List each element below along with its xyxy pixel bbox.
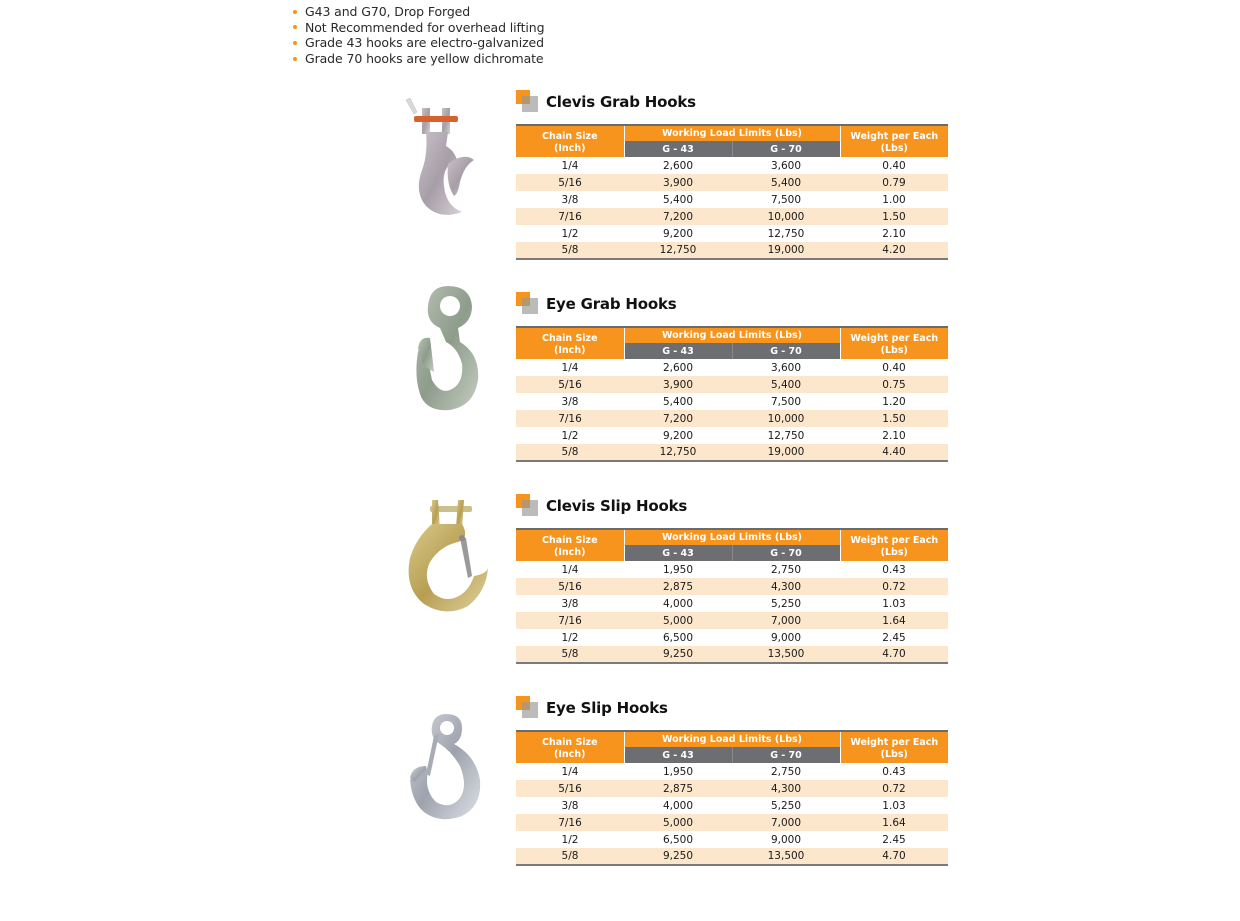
chain-size-cell: 3/8 [561,799,579,812]
chain-size-cell: 5/8 [516,444,624,461]
chain-size-cell: 3/8 [561,395,579,408]
g70-cell: 10,000 [732,410,840,427]
g43-cell: 12,750 [624,444,732,461]
feature-item [293,20,544,36]
g43-cell: 9,250 [624,646,732,663]
weight-cell: 1.64 [840,814,948,831]
chain-size-cell: 5/8 [516,848,624,865]
chain-size-cell: 3/8 [561,193,579,206]
g43-cell: 6,500 [662,631,694,644]
feature-item [293,51,544,67]
feature-text: Grade 70 hooks are yellow dichromate [305,50,544,66]
section-title-row [516,292,676,316]
table-row [516,393,948,410]
weight-cell: 0.75 [840,376,948,393]
table-row [516,797,948,814]
g70-cell: 19,000 [732,242,840,259]
weight-cell: 0.72 [840,578,948,595]
g70-cell: 7,500 [770,193,802,206]
header-g70: G - 70 [732,343,840,359]
g70-cell: 9,000 [770,833,802,846]
g43-cell: 2,600 [662,361,694,374]
g70-cell: 2,750 [770,563,802,576]
table-row [516,157,948,174]
weight-cell: 2.10 [882,227,906,240]
table-row [516,578,948,595]
chain-size-cell: 1/4 [561,361,579,374]
chain-size-cell: 5/16 [516,174,624,191]
g70-cell: 13,500 [732,848,840,865]
header-chain-size: Chain Size (Inch) [516,125,624,157]
g43-cell: 4,000 [662,597,694,610]
g43-cell: 4,000 [662,799,694,812]
g43-cell: 12,750 [624,242,732,259]
weight-cell: 0.79 [840,174,948,191]
header-chain-size: Chain Size (Inch) [516,327,624,359]
g70-cell: 4,300 [732,780,840,797]
weight-cell: 0.40 [882,159,906,172]
table-row [516,763,948,780]
chain-size-cell: 5/16 [516,376,624,393]
chain-size-cell: 5/8 [516,242,624,259]
section-square-icon [516,696,540,720]
weight-cell: 1.50 [840,208,948,225]
g70-cell: 4,300 [732,578,840,595]
header-g43: G - 43 [624,141,732,157]
table-row [516,612,948,629]
section-square-icon [516,90,540,114]
g70-cell: 3,600 [770,361,802,374]
g70-cell: 5,400 [732,376,840,393]
table-row [516,780,948,797]
g70-cell: 12,750 [767,227,805,240]
header-weight: Weight per Each (Lbs) [840,731,948,763]
chain-size-cell: 5/16 [516,578,624,595]
weight-cell: 4.40 [840,444,948,461]
g43-cell: 6,500 [662,833,694,846]
header-working-load: Working Load Limits (Lbs) [624,731,840,747]
chain-size-cell: 3/8 [561,597,579,610]
product-section-clevis-slip-hooks [0,492,1240,682]
g43-cell: 7,200 [624,208,732,225]
g70-cell: 10,000 [732,208,840,225]
g43-cell: 9,200 [662,227,694,240]
weight-cell: 1.03 [882,597,906,610]
table-row [516,376,948,393]
header-chain-size: Chain Size (Inch) [516,731,624,763]
chain-size-cell: 1/2 [561,833,579,846]
header-weight: Weight per Each (Lbs) [840,529,948,561]
product-section-clevis-grab-hooks [0,88,1240,278]
header-weight: Weight per Each (Lbs) [840,327,948,359]
weight-cell: 1.03 [882,799,906,812]
table-row [516,561,948,578]
header-g70: G - 70 [732,747,840,763]
weight-cell: 0.72 [840,780,948,797]
g70-cell: 7,000 [732,814,840,831]
weight-cell: 1.50 [840,410,948,427]
chain-size-cell: 1/4 [561,159,579,172]
table-row [516,427,948,444]
g70-cell: 5,250 [770,597,802,610]
g70-cell: 9,000 [770,631,802,644]
bullet-icon [293,57,297,61]
weight-cell: 1.20 [882,395,906,408]
bullet-icon [293,10,297,14]
weight-cell: 4.20 [840,242,948,259]
weight-cell: 1.00 [882,193,906,206]
chain-size-cell: 7/16 [516,410,624,427]
chain-size-cell: 5/8 [516,646,624,663]
weight-cell: 4.70 [840,646,948,663]
spec-table [516,528,948,664]
g43-cell: 2,875 [624,780,732,797]
chain-size-cell: 1/4 [561,563,579,576]
chain-size-cell: 1/4 [561,765,579,778]
weight-cell: 0.43 [882,765,906,778]
product-section-eye-grab-hooks [0,290,1240,480]
header-weight: Weight per Each (Lbs) [840,125,948,157]
table-row [516,814,948,831]
spec-table [516,326,948,462]
section-title: Clevis Grab Hooks [546,93,696,111]
table-row [516,848,948,865]
weight-cell: 4.70 [840,848,948,865]
g43-cell: 5,400 [662,193,694,206]
table-row [516,646,948,663]
section-title-row [516,90,696,114]
section-square-icon [516,494,540,518]
g70-cell: 19,000 [732,444,840,461]
eye-grab-hook-icon [400,284,490,414]
g43-cell: 2,875 [624,578,732,595]
section-title: Clevis Slip Hooks [546,497,688,515]
g43-cell: 5,000 [624,814,732,831]
section-title-row [516,696,668,720]
chain-size-cell: 1/2 [561,631,579,644]
g43-cell: 1,950 [662,765,694,778]
g43-cell: 5,400 [662,395,694,408]
clevis-grab-hook-icon [400,94,490,224]
chain-size-cell: 5/16 [516,780,624,797]
g70-cell: 5,250 [770,799,802,812]
header-g43: G - 43 [624,545,732,561]
section-title-row [516,494,687,518]
chain-size-cell: 1/2 [561,227,579,240]
weight-cell: 0.40 [882,361,906,374]
header-working-load: Working Load Limits (Lbs) [624,529,840,545]
g43-cell: 5,000 [624,612,732,629]
clevis-slip-hook-icon [400,494,490,619]
feature-text: Not Recommended for overhead lifting [305,19,545,35]
table-row [516,410,948,427]
g70-cell: 2,750 [770,765,802,778]
chain-size-cell: 1/2 [561,429,579,442]
g70-cell: 12,750 [767,429,805,442]
g43-cell: 2,600 [662,159,694,172]
header-working-load: Working Load Limits (Lbs) [624,125,840,141]
feature-item [293,35,544,51]
weight-cell: 2.45 [882,833,906,846]
chain-size-cell: 7/16 [516,208,624,225]
table-row [516,595,948,612]
table-row [516,191,948,208]
feature-list [293,4,544,66]
table-row [516,444,948,461]
feature-text: Grade 43 hooks are electro-galvanized [305,35,544,51]
bullet-icon [293,25,297,29]
section-title: Eye Grab Hooks [546,295,677,313]
table-row [516,831,948,848]
header-g70: G - 70 [732,141,840,157]
section-square-icon [516,292,540,316]
header-chain-size: Chain Size (Inch) [516,529,624,561]
table-row [516,629,948,646]
header-working-load: Working Load Limits (Lbs) [624,327,840,343]
chain-size-cell: 7/16 [516,814,624,831]
header-g43: G - 43 [624,343,732,359]
header-g43: G - 43 [624,747,732,763]
table-row [516,208,948,225]
g43-cell: 9,200 [662,429,694,442]
g43-cell: 3,900 [624,376,732,393]
weight-cell: 1.64 [840,612,948,629]
spec-table [516,730,948,866]
weight-cell: 2.45 [882,631,906,644]
g43-cell: 7,200 [624,410,732,427]
table-row [516,174,948,191]
section-title: Eye Slip Hooks [546,699,668,717]
weight-cell: 2.10 [882,429,906,442]
bullet-icon [293,41,297,45]
g70-cell: 5,400 [732,174,840,191]
g43-cell: 1,950 [662,563,694,576]
product-section-eye-slip-hooks [0,694,1240,884]
g43-cell: 3,900 [624,174,732,191]
table-row [516,225,948,242]
g43-cell: 9,250 [624,848,732,865]
feature-item [293,4,544,20]
spec-table [516,124,948,260]
weight-cell: 0.43 [882,563,906,576]
g70-cell: 3,600 [770,159,802,172]
header-g70: G - 70 [732,545,840,561]
g70-cell: 13,500 [732,646,840,663]
table-row [516,242,948,259]
g70-cell: 7,500 [770,395,802,408]
feature-text: G43 and G70, Drop Forged [305,4,471,19]
chain-size-cell: 7/16 [516,612,624,629]
eye-slip-hook-icon [400,710,490,825]
g70-cell: 7,000 [732,612,840,629]
table-row [516,359,948,376]
